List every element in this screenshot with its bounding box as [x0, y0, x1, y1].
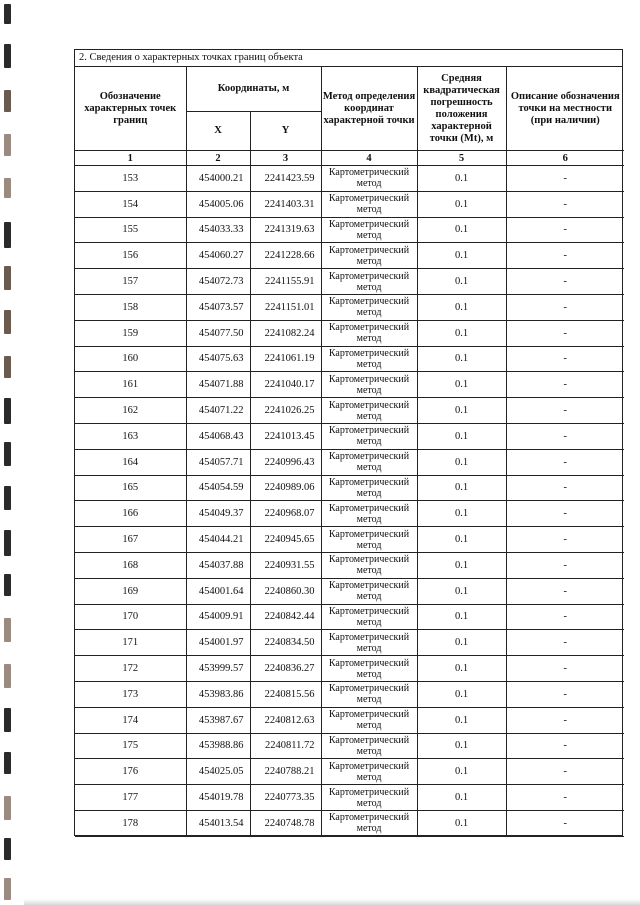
column-number: 1 [75, 151, 186, 166]
table-row [75, 269, 624, 295]
point-number: 171 [75, 630, 186, 656]
error-value: 0.1 [417, 191, 506, 217]
method-cell: Картометрический метод [321, 243, 417, 269]
x-coordinate: 454001.97 [186, 630, 250, 656]
x-coordinate: 454037.88 [186, 552, 250, 578]
error-value: 0.1 [417, 294, 506, 320]
point-number: 155 [75, 217, 186, 243]
column-number: 2 [186, 151, 250, 166]
table-row [75, 423, 624, 449]
description-cell: - [506, 810, 624, 836]
table-row [75, 785, 624, 811]
error-value: 0.1 [417, 604, 506, 630]
binding-hole [4, 44, 11, 68]
point-number: 158 [75, 294, 186, 320]
binding-hole [4, 618, 11, 642]
table-row [75, 449, 624, 475]
y-coordinate: 2240968.07 [250, 501, 321, 527]
table-row [75, 578, 624, 604]
y-coordinate: 2241061.19 [250, 346, 321, 372]
method-cell: Картометрический метод [321, 475, 417, 501]
binding-hole [4, 178, 11, 198]
error-value: 0.1 [417, 166, 506, 192]
column-number: 6 [506, 151, 624, 166]
table-row [75, 810, 624, 836]
binding-hole [4, 574, 11, 596]
header-y: Y [250, 112, 321, 151]
x-coordinate: 454068.43 [186, 423, 250, 449]
y-coordinate: 2241082.24 [250, 320, 321, 346]
description-cell: - [506, 191, 624, 217]
method-cell: Картометрический метод [321, 372, 417, 398]
point-number: 174 [75, 707, 186, 733]
y-coordinate: 2240811.72 [250, 733, 321, 759]
table-row [75, 552, 624, 578]
table-row [75, 501, 624, 527]
method-cell: Картометрический метод [321, 785, 417, 811]
x-coordinate: 454057.71 [186, 449, 250, 475]
method-cell: Картометрический метод [321, 191, 417, 217]
error-value: 0.1 [417, 372, 506, 398]
description-cell: - [506, 707, 624, 733]
binding-hole [4, 838, 11, 860]
method-cell: Картометрический метод [321, 217, 417, 243]
error-value: 0.1 [417, 423, 506, 449]
table-row [75, 346, 624, 372]
y-coordinate: 2241040.17 [250, 372, 321, 398]
description-cell: - [506, 527, 624, 553]
y-coordinate: 2240989.06 [250, 475, 321, 501]
table-row [75, 166, 624, 192]
header-x: X [186, 112, 250, 151]
x-coordinate: 453988.86 [186, 733, 250, 759]
column-number: 3 [250, 151, 321, 166]
description-cell: - [506, 733, 624, 759]
error-value: 0.1 [417, 217, 506, 243]
description-cell: - [506, 217, 624, 243]
column-number: 5 [417, 151, 506, 166]
error-value: 0.1 [417, 785, 506, 811]
y-coordinate: 2241403.31 [250, 191, 321, 217]
binding-hole [4, 222, 11, 248]
header-description: Описание обозначения точки на местности (при наличии) [506, 67, 624, 151]
x-coordinate: 454054.59 [186, 475, 250, 501]
table-row [75, 372, 624, 398]
x-coordinate: 454077.50 [186, 320, 250, 346]
x-coordinate: 454009.91 [186, 604, 250, 630]
boundary-points-table-frame [74, 49, 623, 836]
binding-hole [4, 486, 11, 510]
point-number: 165 [75, 475, 186, 501]
x-coordinate: 454060.27 [186, 243, 250, 269]
point-number: 154 [75, 191, 186, 217]
x-coordinate: 454000.21 [186, 166, 250, 192]
description-cell: - [506, 243, 624, 269]
error-value: 0.1 [417, 707, 506, 733]
column-number-row [75, 151, 624, 166]
error-value: 0.1 [417, 243, 506, 269]
y-coordinate: 2241013.45 [250, 423, 321, 449]
y-coordinate: 2241151.01 [250, 294, 321, 320]
boundary-points-table [75, 67, 624, 837]
binding-hole [4, 796, 11, 820]
header-method: Метод определения координат характерной точки [321, 67, 417, 151]
binding-hole [4, 90, 11, 112]
y-coordinate: 2240815.56 [250, 681, 321, 707]
table-row [75, 320, 624, 346]
y-coordinate: 2240788.21 [250, 759, 321, 785]
binding-hole [4, 266, 11, 290]
table-row [75, 630, 624, 656]
binding-hole [4, 398, 11, 424]
y-coordinate: 2240842.44 [250, 604, 321, 630]
point-number: 169 [75, 578, 186, 604]
y-coordinate: 2241319.63 [250, 217, 321, 243]
method-cell: Картометрический метод [321, 398, 417, 424]
y-coordinate: 2241423.59 [250, 166, 321, 192]
method-cell: Картометрический метод [321, 759, 417, 785]
method-cell: Картометрический метод [321, 578, 417, 604]
table-row [75, 681, 624, 707]
x-coordinate: 454071.22 [186, 398, 250, 424]
table-row [75, 294, 624, 320]
method-cell: Картометрический метод [321, 630, 417, 656]
method-cell: Картометрический метод [321, 604, 417, 630]
description-cell: - [506, 346, 624, 372]
method-cell: Картометрический метод [321, 656, 417, 682]
method-cell: Картометрический метод [321, 501, 417, 527]
description-cell: - [506, 578, 624, 604]
description-cell: - [506, 269, 624, 295]
binding-hole [4, 134, 11, 156]
error-value: 0.1 [417, 320, 506, 346]
point-number: 178 [75, 810, 186, 836]
y-coordinate: 2240860.30 [250, 578, 321, 604]
binding-hole [4, 878, 11, 900]
description-cell: - [506, 320, 624, 346]
error-value: 0.1 [417, 449, 506, 475]
description-cell: - [506, 166, 624, 192]
x-coordinate: 454001.64 [186, 578, 250, 604]
description-cell: - [506, 501, 624, 527]
error-value: 0.1 [417, 681, 506, 707]
y-coordinate: 2240996.43 [250, 449, 321, 475]
method-cell: Картометрический метод [321, 294, 417, 320]
x-coordinate: 454073.57 [186, 294, 250, 320]
point-number: 167 [75, 527, 186, 553]
table-row [75, 243, 624, 269]
error-value: 0.1 [417, 733, 506, 759]
x-coordinate: 453999.57 [186, 656, 250, 682]
table-row [75, 733, 624, 759]
description-cell: - [506, 785, 624, 811]
point-number: 166 [75, 501, 186, 527]
method-cell: Картометрический метод [321, 810, 417, 836]
binding-hole [4, 530, 11, 556]
method-cell: Картометрический метод [321, 707, 417, 733]
table-row [75, 217, 624, 243]
description-cell: - [506, 294, 624, 320]
binding-hole [4, 664, 11, 688]
x-coordinate: 454019.78 [186, 785, 250, 811]
error-value: 0.1 [417, 346, 506, 372]
point-number: 164 [75, 449, 186, 475]
method-cell: Картометрический метод [321, 346, 417, 372]
method-cell: Картометрический метод [321, 166, 417, 192]
x-coordinate: 453983.86 [186, 681, 250, 707]
x-coordinate: 454013.54 [186, 810, 250, 836]
y-coordinate: 2240945.65 [250, 527, 321, 553]
method-cell: Картометрический метод [321, 552, 417, 578]
point-number: 156 [75, 243, 186, 269]
description-cell: - [506, 423, 624, 449]
point-number: 170 [75, 604, 186, 630]
x-coordinate: 454072.73 [186, 269, 250, 295]
y-coordinate: 2240834.50 [250, 630, 321, 656]
description-cell: - [506, 759, 624, 785]
description-cell: - [506, 552, 624, 578]
error-value: 0.1 [417, 759, 506, 785]
point-number: 173 [75, 681, 186, 707]
error-value: 0.1 [417, 630, 506, 656]
point-number: 177 [75, 785, 186, 811]
point-number: 159 [75, 320, 186, 346]
method-cell: Картометрический метод [321, 269, 417, 295]
error-value: 0.1 [417, 269, 506, 295]
point-number: 175 [75, 733, 186, 759]
error-value: 0.1 [417, 810, 506, 836]
scan-edge-shadow [24, 899, 640, 905]
error-value: 0.1 [417, 527, 506, 553]
table-row [75, 398, 624, 424]
method-cell: Картометрический метод [321, 681, 417, 707]
error-value: 0.1 [417, 475, 506, 501]
binding-hole [4, 752, 11, 774]
table-row [75, 656, 624, 682]
point-number: 162 [75, 398, 186, 424]
binding-hole [4, 442, 11, 466]
y-coordinate: 2240836.27 [250, 656, 321, 682]
point-number: 163 [75, 423, 186, 449]
x-coordinate: 454005.06 [186, 191, 250, 217]
header-error: Средняя квадратическая погрешность положения характерной точки (Mt), м [417, 67, 506, 151]
section-title: 2. Сведения о характерных точках границ объекта [75, 50, 622, 67]
binding-hole [4, 4, 11, 24]
error-value: 0.1 [417, 578, 506, 604]
description-cell: - [506, 630, 624, 656]
point-number: 172 [75, 656, 186, 682]
x-coordinate: 453987.67 [186, 707, 250, 733]
method-cell: Картометрический метод [321, 320, 417, 346]
error-value: 0.1 [417, 501, 506, 527]
method-cell: Картометрический метод [321, 449, 417, 475]
table-row [75, 475, 624, 501]
point-number: 153 [75, 166, 186, 192]
y-coordinate: 2240748.78 [250, 810, 321, 836]
description-cell: - [506, 372, 624, 398]
point-number: 168 [75, 552, 186, 578]
table-row [75, 191, 624, 217]
binding-hole [4, 356, 11, 378]
x-coordinate: 454075.63 [186, 346, 250, 372]
point-number: 160 [75, 346, 186, 372]
y-coordinate: 2241026.25 [250, 398, 321, 424]
x-coordinate: 454044.21 [186, 527, 250, 553]
error-value: 0.1 [417, 552, 506, 578]
x-coordinate: 454025.05 [186, 759, 250, 785]
y-coordinate: 2241228.66 [250, 243, 321, 269]
table-row [75, 707, 624, 733]
x-coordinate: 454049.37 [186, 501, 250, 527]
y-coordinate: 2240773.35 [250, 785, 321, 811]
description-cell: - [506, 604, 624, 630]
method-cell: Картометрический метод [321, 423, 417, 449]
column-number: 4 [321, 151, 417, 166]
binding-hole [4, 310, 11, 334]
description-cell: - [506, 449, 624, 475]
x-coordinate: 454033.33 [186, 217, 250, 243]
header-coordinates: Координаты, м [186, 67, 321, 112]
y-coordinate: 2240931.55 [250, 552, 321, 578]
description-cell: - [506, 656, 624, 682]
table-row [75, 527, 624, 553]
table-row [75, 759, 624, 785]
description-cell: - [506, 475, 624, 501]
point-number: 161 [75, 372, 186, 398]
y-coordinate: 2241155.91 [250, 269, 321, 295]
description-cell: - [506, 681, 624, 707]
point-number: 157 [75, 269, 186, 295]
binding-hole [4, 708, 11, 732]
method-cell: Картометрический метод [321, 733, 417, 759]
header-designation: Обозначение характерных точек границ [75, 67, 186, 151]
y-coordinate: 2240812.63 [250, 707, 321, 733]
method-cell: Картометрический метод [321, 527, 417, 553]
x-coordinate: 454071.88 [186, 372, 250, 398]
error-value: 0.1 [417, 656, 506, 682]
description-cell: - [506, 398, 624, 424]
point-number: 176 [75, 759, 186, 785]
table-row [75, 604, 624, 630]
binding-edge [0, 0, 24, 905]
error-value: 0.1 [417, 398, 506, 424]
